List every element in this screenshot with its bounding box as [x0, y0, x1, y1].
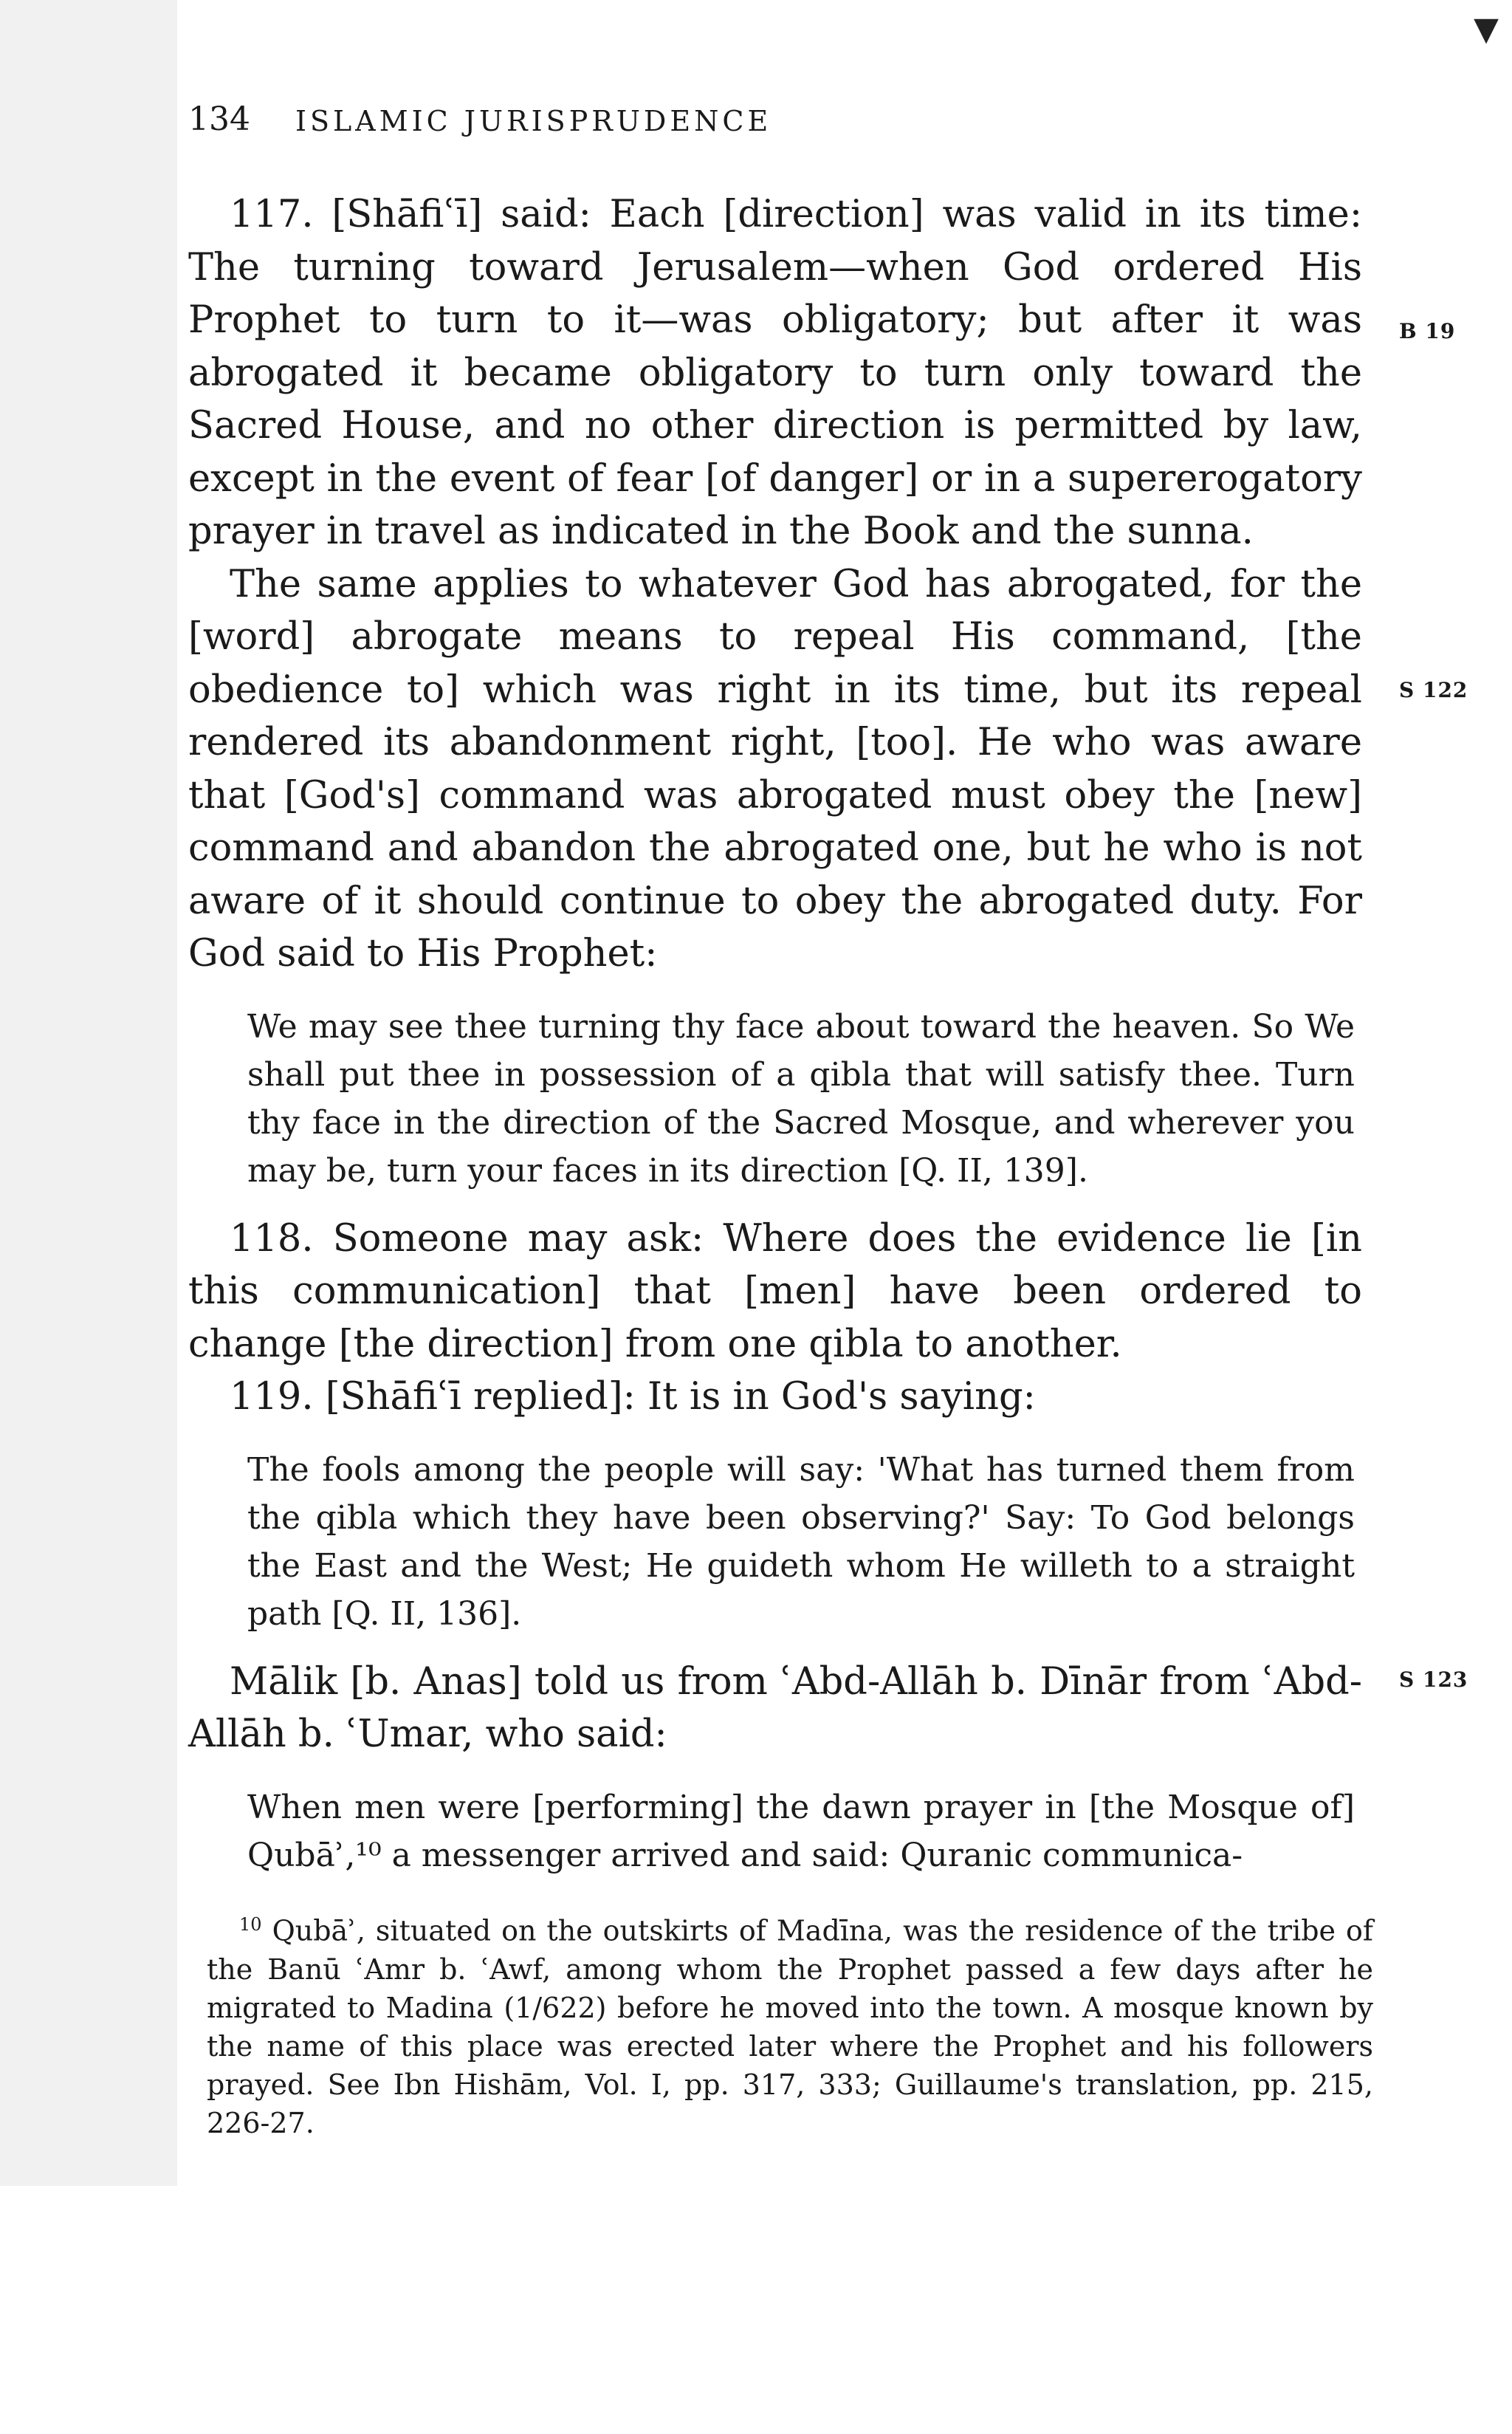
- footnote-text: Qubāʾ, situated on the outskirts of Madīna, was the residence of the tribe of the Banū ʿAmr b. ʿAwf, among whom the Prophet passed a few days after he migrated to Madina (1/622) before he moved into the town. A mosque known by the name of this place was erected later where the Prophet and his followers prayed. See Ibn Hishām, Vol. I, pp. 317, 333; Guillaume's translation, pp. 215, 226-27.: [207, 1914, 1373, 2139]
- margin-note-s123: S 123: [1399, 1667, 1468, 1692]
- running-head: [188, 100, 1370, 145]
- paragraph-119: 119. [Shāfiʿī replied]: It is in God's saying:: [230, 1375, 1036, 1419]
- page-number: 134: [188, 100, 250, 138]
- main-text: [188, 188, 1362, 1897]
- scan-gutter-shadow: [0, 0, 177, 2186]
- running-head-title: ISLAMIC JURISPRUDENCE: [295, 105, 772, 137]
- paragraph-117: 117. [Shāfiʿī] said: Each [direction] was valid in its time: The turning toward Jerusalem—when God ordered His Prophet to turn to it—was obligatory; but after it was abrogated it became obligatory to turn only toward the Sacred House, and no other direction is permitted by law, except in the event of fear [of danger] or in a supererogatory prayer in travel as indicated in the Book and the sunna.: [188, 193, 1362, 553]
- corner-mark-icon: ▼: [1474, 10, 1499, 48]
- margin-note-s122: S 122: [1399, 678, 1468, 702]
- quran-quote-139: We may see thee turning thy face about toward the heaven. So We shall put thee in possession of a qibla that will satisfy thee. Turn thy face in the direction of the Sacred Mosque, and wherever you may be, turn your faces in its direction [Q. II, 139].: [247, 1007, 1355, 1190]
- paragraph-malik: Mālik [b. Anas] told us from ʿAbd-Allāh b. Dīnār from ʿAbd-Allāh b. ʿUmar, who said:: [188, 1659, 1362, 1756]
- paragraph-abrogation: The same applies to whatever God has abrogated, for the [word] abrogate means to repeal His command, [the obedience to] which was right in its time, but its repeal rendered its abandonment right, [too]. He who was aware that [God's] command was abrogated must obey the [new] command and abandon the abrogated one, but he who is not aware of it should continue to obey the abrogated duty. For God said to His Prophet:: [188, 562, 1362, 976]
- hadith-quote: When men were [performing] the dawn prayer in [the Mosque of] Qubāʾ,¹⁰ a messenger arrived and said: Quranic communica-: [247, 1788, 1355, 1874]
- paragraph-118: 118. Someone may ask: Where does the evidence lie [in this communication] that [men] have been ordered to change [the direction] from one qibla to another.: [188, 1216, 1362, 1366]
- quran-quote-136: The fools among the people will say: 'What has turned them from the qibla which they have been observing?' Say: To God belongs the East and the West; He guideth whom He willeth to a straight path [Q. II, 136].: [247, 1450, 1355, 1633]
- margin-note-b19: B 19: [1399, 319, 1456, 343]
- footnote-mark: 10: [239, 1914, 262, 1935]
- footnote-10: [207, 1905, 1373, 2142]
